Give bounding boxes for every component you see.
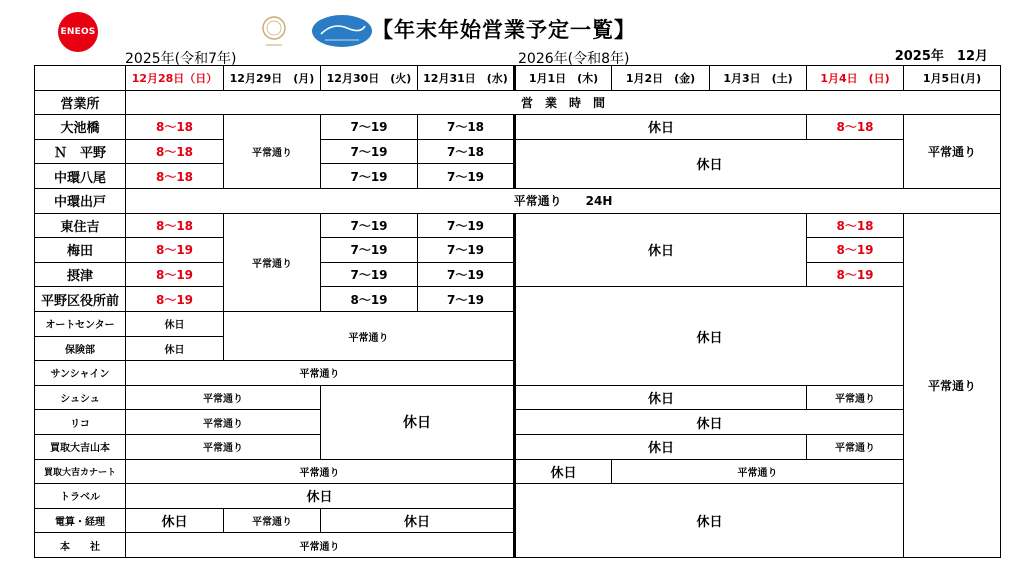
year-label-2026: 2026年(令和8年): [518, 51, 630, 67]
store-name: リコ: [35, 410, 126, 435]
header-date: 1月2日 (金): [612, 66, 710, 91]
hours-cell: 7～19: [418, 164, 515, 189]
closed-cell: 休日: [515, 139, 904, 188]
hours-cell: 7～19: [321, 238, 418, 263]
hours-cell: 8～19: [807, 238, 904, 263]
header-corner: [35, 66, 126, 91]
closed-cell: 休日: [126, 508, 224, 533]
header-date: 1月3日 (土): [710, 66, 807, 91]
hours-cell: 8～18: [807, 115, 904, 140]
closed-cell: 休日: [515, 115, 807, 140]
store-name: 電算・経理: [35, 508, 126, 533]
eneos-logo: ENEOS: [58, 12, 98, 52]
hours-cell: 7～19: [321, 213, 418, 238]
store-name: 中環出戸: [35, 188, 126, 213]
hours-label: 営 業 時 間: [126, 90, 1001, 115]
closed-cell: 休日: [321, 385, 515, 459]
closed-cell: 休日: [515, 213, 807, 287]
hours-cell: 7～19: [321, 139, 418, 164]
table-row: [35, 410, 1001, 435]
table-row: [35, 484, 1001, 509]
hours-cell: 平常通り 24H: [126, 188, 1001, 213]
header-date: 1月4日 (日): [807, 66, 904, 91]
store-name: オートセンター: [35, 311, 126, 336]
store-name: サンシャイン: [35, 361, 126, 386]
hours-cell: 平常通り: [224, 115, 321, 189]
table-row: [35, 90, 1001, 115]
closed-cell: 休日: [126, 311, 224, 336]
hours-cell: 平常通り: [904, 115, 1001, 189]
issued-date: 2025年 12月: [894, 49, 988, 64]
hours-cell: 8～18: [126, 139, 224, 164]
store-name: シュシュ: [35, 385, 126, 410]
header-date: 12月28日（日）: [126, 66, 224, 91]
hours-cell: 平常通り: [126, 434, 321, 459]
page-title: 【年末年始営業予定一覧】: [372, 18, 636, 42]
office-label: 営業所: [35, 90, 126, 115]
hours-cell: 8～18: [126, 213, 224, 238]
closed-cell: 休日: [515, 459, 612, 484]
hours-cell: 7～19: [418, 238, 515, 263]
store-name: 中環八尾: [35, 164, 126, 189]
closed-cell: 休日: [126, 484, 515, 509]
store-name: 買取大吉カナート: [35, 459, 126, 484]
header-row: [35, 66, 1001, 91]
store-name: 平野区役所前: [35, 287, 126, 312]
hours-cell: 平常通り: [612, 459, 904, 484]
closed-cell: 休日: [515, 287, 904, 385]
hours-cell: 8～19: [321, 287, 418, 312]
closed-cell: 休日: [126, 336, 224, 361]
table-row: [35, 115, 1001, 140]
store-name: 買取大吉山本: [35, 434, 126, 459]
header-date: 12月31日 (水): [418, 66, 515, 91]
hours-cell: 平常通り: [126, 410, 321, 435]
year-label-2025: 2025年(令和7年): [125, 51, 237, 67]
store-name: Ｎ 平野: [35, 139, 126, 164]
hours-cell: 8～19: [807, 262, 904, 287]
travel-logo-icon: [311, 14, 373, 48]
table-row: [35, 213, 1001, 238]
store-name: 保険部: [35, 336, 126, 361]
hours-cell: 8～19: [126, 238, 224, 263]
table-row: [35, 459, 1001, 484]
hours-cell: 8～19: [126, 287, 224, 312]
ring-logo-icon: [258, 12, 290, 50]
closed-cell: 休日: [321, 508, 515, 533]
table-row: [35, 139, 1001, 164]
closed-cell: 休日: [515, 434, 807, 459]
hours-cell: 平常通り: [807, 434, 904, 459]
hours-cell: 7～18: [418, 115, 515, 140]
hours-cell: 平常通り: [126, 459, 515, 484]
hours-cell: 8～18: [126, 115, 224, 140]
header-date: 12月29日 (月): [224, 66, 321, 91]
header-date: 1月1日 (木): [515, 66, 612, 91]
hours-cell: 7～19: [321, 115, 418, 140]
store-name: 本 社: [35, 533, 126, 558]
hours-cell: 8～18: [807, 213, 904, 238]
schedule-table: [34, 65, 1001, 558]
hours-cell: 8～18: [126, 164, 224, 189]
hours-cell: 7～19: [418, 262, 515, 287]
hours-cell: 平常通り: [807, 385, 904, 410]
table-row: [35, 287, 1001, 312]
hours-cell: 平常通り: [224, 508, 321, 533]
hours-cell: 平常通り: [904, 213, 1001, 557]
hours-cell: 平常通り: [224, 311, 515, 360]
store-name: 摂津: [35, 262, 126, 287]
header-date: 1月5日(月): [904, 66, 1001, 91]
hours-cell: 7～18: [418, 139, 515, 164]
store-name: トラベル: [35, 484, 126, 509]
store-name: 梅田: [35, 238, 126, 263]
hours-cell: 8～19: [126, 262, 224, 287]
table-row: [35, 434, 1001, 459]
hours-cell: 平常通り: [126, 533, 515, 558]
hours-cell: 7～19: [418, 287, 515, 312]
store-name: 東住吉: [35, 213, 126, 238]
closed-cell: 休日: [515, 385, 807, 410]
hours-cell: 平常通り: [126, 385, 321, 410]
hours-cell: 平常通り: [126, 361, 515, 386]
store-name: 大池橋: [35, 115, 126, 140]
hours-cell: 7～19: [321, 164, 418, 189]
closed-cell: 休日: [515, 410, 904, 435]
hours-cell: 7～19: [418, 213, 515, 238]
table-row: [35, 188, 1001, 213]
hours-cell: 平常通り: [224, 213, 321, 311]
table-row: [35, 385, 1001, 410]
closed-cell: 休日: [515, 484, 904, 558]
header-date: 12月30日 (火): [321, 66, 418, 91]
hours-cell: 7～19: [321, 262, 418, 287]
